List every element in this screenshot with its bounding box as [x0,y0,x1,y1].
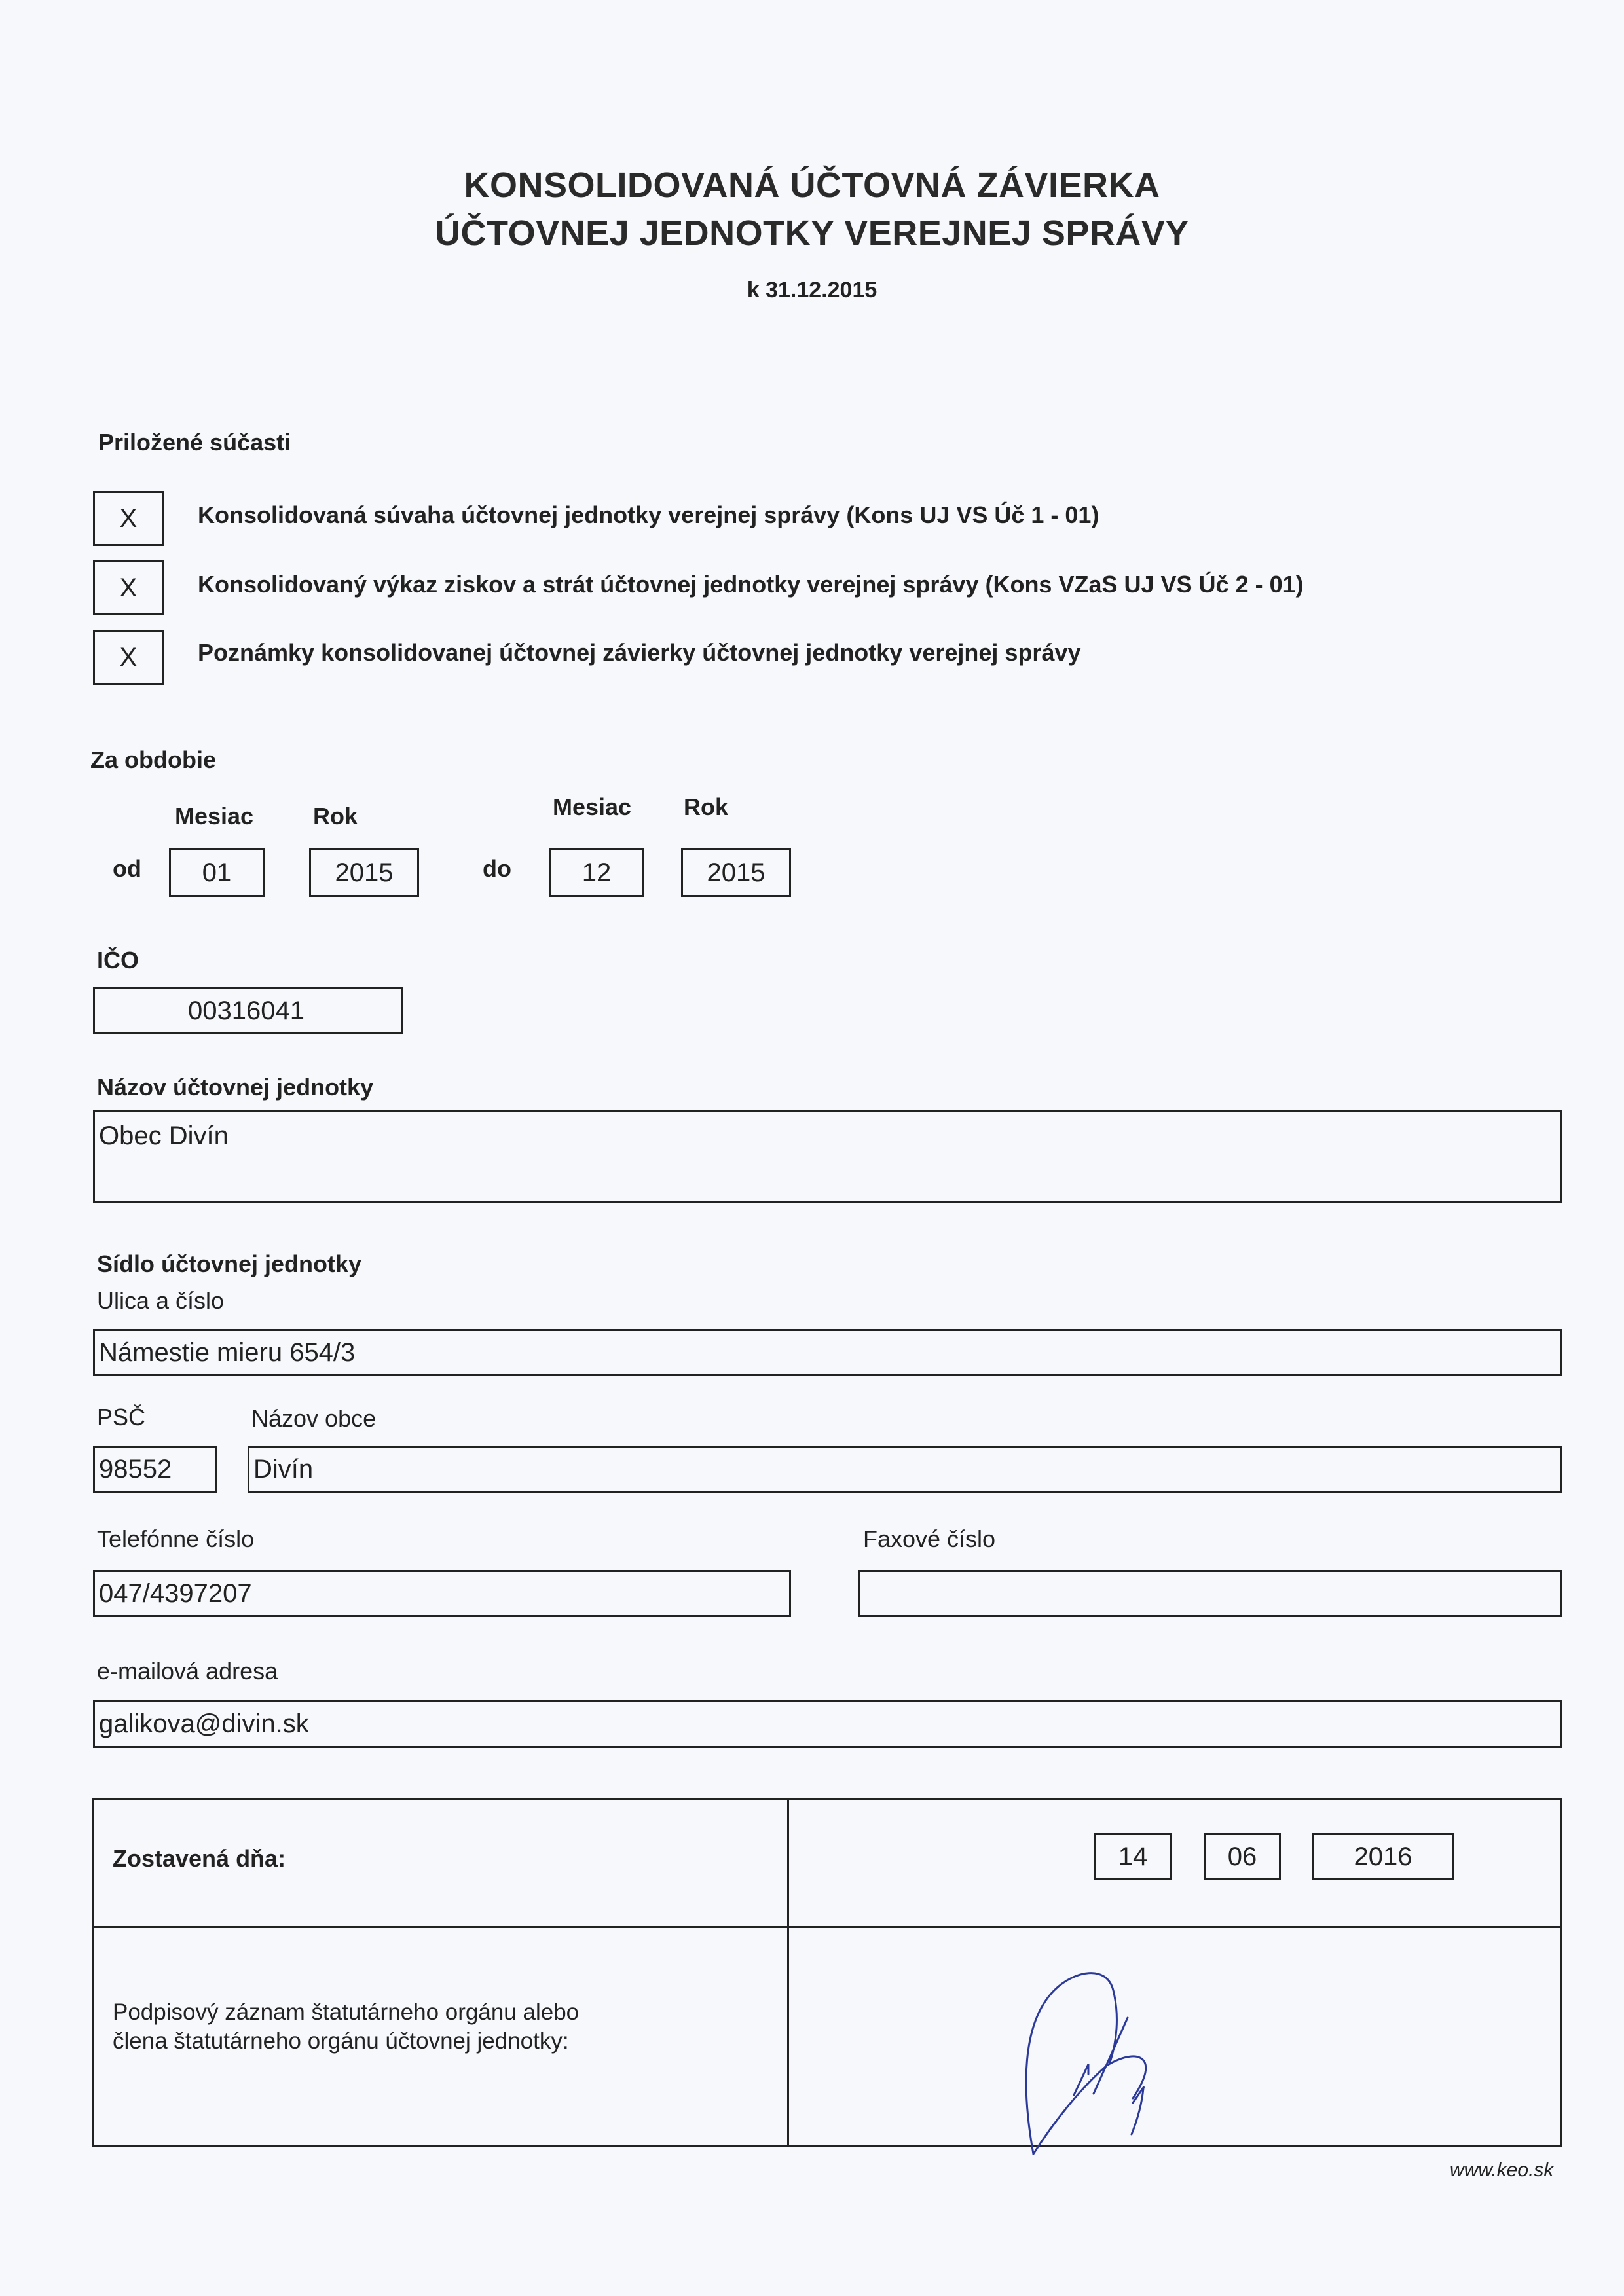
signature-label-line2: člena štatutárneho orgánu účtovnej jednotky: [113,2028,569,2054]
psc-field[interactable] [93,1446,217,1493]
psc-value: 98552 [99,1454,172,1484]
compiled-month-value: 06 [1227,1842,1257,1871]
checkbox-mark: X [119,503,138,533]
to-year-field[interactable] [681,848,791,897]
checkbox-mark: X [119,642,138,672]
attachment-label-1: Konsolidovaná súvaha účtovnej jednotky verejnej správy (Kons UJ VS Úč 1 - 01) [198,501,1099,528]
from-month-label: Mesiac [175,803,254,829]
page-title-line2: ÚČTOVNEJ JEDNOTKY VEREJNEJ SPRÁVY [435,213,1189,253]
entity-name-label: Názov účtovnej jednotky [97,1074,374,1101]
to-label: do [483,855,511,882]
to-year-value: 2015 [707,858,766,887]
attachment-checkbox-1[interactable] [93,491,164,546]
page-title-line1: KONSOLIDOVANÁ ÚČTOVNÁ ZÁVIERKA [464,166,1160,205]
street-label: Ulica a číslo [97,1287,225,1314]
entity-name-value: Obec Divín [99,1121,229,1150]
from-year-field[interactable] [309,848,419,897]
compiled-year-field[interactable] [1312,1833,1454,1880]
fax-field[interactable] [858,1570,1562,1617]
to-year-label: Rok [684,793,729,820]
as-of-date: k 31.12.2015 [747,278,877,302]
street-value: Námestie mieru 654/3 [99,1338,356,1367]
ico-value: 00316041 [188,996,304,1025]
phone-field[interactable] [93,1570,791,1617]
fax-label: Faxové číslo [863,1525,996,1552]
to-month-value: 12 [581,858,612,887]
city-field[interactable] [248,1446,1562,1493]
signature-label-line1: Podpisový záznam štatutárneho orgánu alebo [113,1999,580,2025]
checkbox-mark: X [119,573,138,602]
from-year-value: 2015 [335,858,394,887]
to-month-field[interactable] [549,848,644,897]
phone-value: 047/4397207 [99,1578,252,1608]
footer-link[interactable]: www.keo.sk [1450,2159,1554,2181]
attachments-heading: Priložené súčasti [98,429,291,456]
email-value: galikova@divin.sk [99,1709,309,1738]
to-month-label: Mesiac [553,793,632,820]
city-value: Divín [253,1454,314,1484]
table-column-divider [787,1799,789,2146]
attachment-checkbox-2[interactable] [93,560,164,615]
city-label: Názov obce [251,1405,377,1432]
street-field[interactable] [93,1329,1562,1376]
email-field[interactable] [93,1700,1562,1748]
seat-heading: Sídlo účtovnej jednotky [97,1250,362,1277]
from-month-field[interactable] [169,848,265,897]
table-row-divider [92,1926,1562,1928]
period-heading: Za obdobie [90,746,216,773]
from-year-label: Rok [313,803,358,829]
compiled-year-value: 2016 [1354,1842,1412,1871]
phone-label: Telefónne číslo [97,1525,255,1552]
compiled-day-value: 14 [1118,1842,1148,1871]
psc-label: PSČ [97,1404,146,1430]
from-month-value: 01 [202,858,232,887]
ico-label: IČO [97,947,139,974]
compiled-day-field[interactable] [1094,1833,1172,1880]
attachment-label-2: Konsolidovaný výkaz ziskov a strát účtovnej jednotky verejnej správy (Kons VZaS UJ VS Úč 2 - 01) [198,571,1304,598]
attachment-checkbox-3[interactable] [93,630,164,685]
compiled-month-field[interactable] [1204,1833,1281,1880]
compiled-date-label: Zostavená dňa: [113,1845,286,1872]
handwritten-signature-icon [982,1931,1244,2167]
entity-name-field[interactable] [93,1110,1562,1203]
from-label: od [113,855,141,882]
attachment-label-3: Poznámky konsolidovanej účtovnej závierky účtovnej jednotky verejnej správy [198,639,1081,666]
ico-field[interactable] [93,987,403,1034]
email-label: e-mailová adresa [97,1658,278,1685]
